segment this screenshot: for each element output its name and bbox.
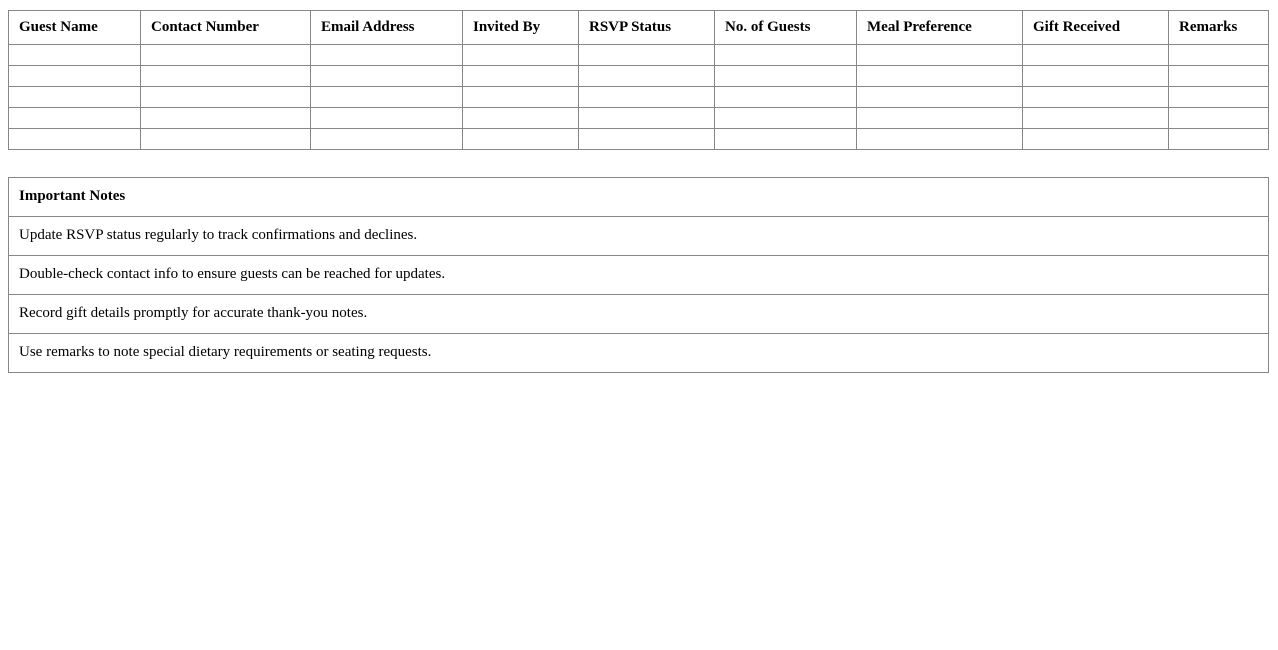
column-header-gift-received: Gift Received <box>1023 11 1169 45</box>
empty-cell[interactable] <box>311 45 463 66</box>
note-row <box>9 295 1269 334</box>
empty-cell[interactable] <box>9 66 141 87</box>
note-row <box>9 334 1269 373</box>
note-row <box>9 256 1269 295</box>
guest-table-empty-row <box>9 87 1269 108</box>
empty-cell[interactable] <box>311 108 463 129</box>
column-header-email-address: Email Address <box>311 11 463 45</box>
empty-cell[interactable] <box>1023 129 1169 150</box>
empty-cell[interactable] <box>857 108 1023 129</box>
empty-cell[interactable] <box>579 129 715 150</box>
note-item: Update RSVP status regularly to track confirmations and declines. <box>9 217 1269 256</box>
notes-header-row <box>9 178 1269 217</box>
empty-cell[interactable] <box>463 129 579 150</box>
empty-cell[interactable] <box>141 87 311 108</box>
empty-cell[interactable] <box>857 45 1023 66</box>
empty-cell[interactable] <box>311 129 463 150</box>
empty-cell[interactable] <box>579 45 715 66</box>
empty-cell[interactable] <box>141 108 311 129</box>
empty-cell[interactable] <box>463 45 579 66</box>
empty-cell[interactable] <box>579 87 715 108</box>
guest-table-empty-row <box>9 129 1269 150</box>
empty-cell[interactable] <box>715 129 857 150</box>
column-header-remarks: Remarks <box>1169 11 1269 45</box>
empty-cell[interactable] <box>715 66 857 87</box>
empty-cell[interactable] <box>1169 45 1269 66</box>
empty-cell[interactable] <box>1169 66 1269 87</box>
empty-cell[interactable] <box>1023 66 1169 87</box>
column-header-guest-name: Guest Name <box>9 11 141 45</box>
column-header-contact-number: Contact Number <box>141 11 311 45</box>
empty-cell[interactable] <box>463 87 579 108</box>
guest-table-empty-row <box>9 108 1269 129</box>
empty-cell[interactable] <box>857 66 1023 87</box>
empty-cell[interactable] <box>141 129 311 150</box>
empty-cell[interactable] <box>1169 129 1269 150</box>
empty-cell[interactable] <box>141 45 311 66</box>
note-item: Use remarks to note special dietary requirements or seating requests. <box>9 334 1269 373</box>
column-header-meal-preference: Meal Preference <box>857 11 1023 45</box>
empty-cell[interactable] <box>141 66 311 87</box>
note-item: Record gift details promptly for accurate thank-you notes. <box>9 295 1269 334</box>
empty-cell[interactable] <box>463 108 579 129</box>
empty-cell[interactable] <box>1169 108 1269 129</box>
empty-cell[interactable] <box>857 129 1023 150</box>
notes-header: Important Notes <box>9 178 1269 217</box>
empty-cell[interactable] <box>9 45 141 66</box>
guest-table <box>8 10 1269 150</box>
empty-cell[interactable] <box>311 66 463 87</box>
guest-table-header-row <box>9 11 1269 45</box>
empty-cell[interactable] <box>311 87 463 108</box>
empty-cell[interactable] <box>579 108 715 129</box>
guest-table-empty-row <box>9 45 1269 66</box>
empty-cell[interactable] <box>857 87 1023 108</box>
empty-cell[interactable] <box>1023 108 1169 129</box>
column-header-no-of-guests: No. of Guests <box>715 11 857 45</box>
column-header-invited-by: Invited By <box>463 11 579 45</box>
empty-cell[interactable] <box>579 66 715 87</box>
note-row <box>9 217 1269 256</box>
empty-cell[interactable] <box>715 108 857 129</box>
empty-cell[interactable] <box>9 129 141 150</box>
empty-cell[interactable] <box>1169 87 1269 108</box>
note-item: Double-check contact info to ensure guests can be reached for updates. <box>9 256 1269 295</box>
empty-cell[interactable] <box>715 45 857 66</box>
empty-cell[interactable] <box>9 87 141 108</box>
empty-cell[interactable] <box>463 66 579 87</box>
empty-cell[interactable] <box>9 108 141 129</box>
empty-cell[interactable] <box>1023 87 1169 108</box>
empty-cell[interactable] <box>715 87 857 108</box>
column-header-rsvp-status: RSVP Status <box>579 11 715 45</box>
empty-cell[interactable] <box>1023 45 1169 66</box>
guest-table-empty-row <box>9 66 1269 87</box>
notes-table <box>8 177 1269 373</box>
